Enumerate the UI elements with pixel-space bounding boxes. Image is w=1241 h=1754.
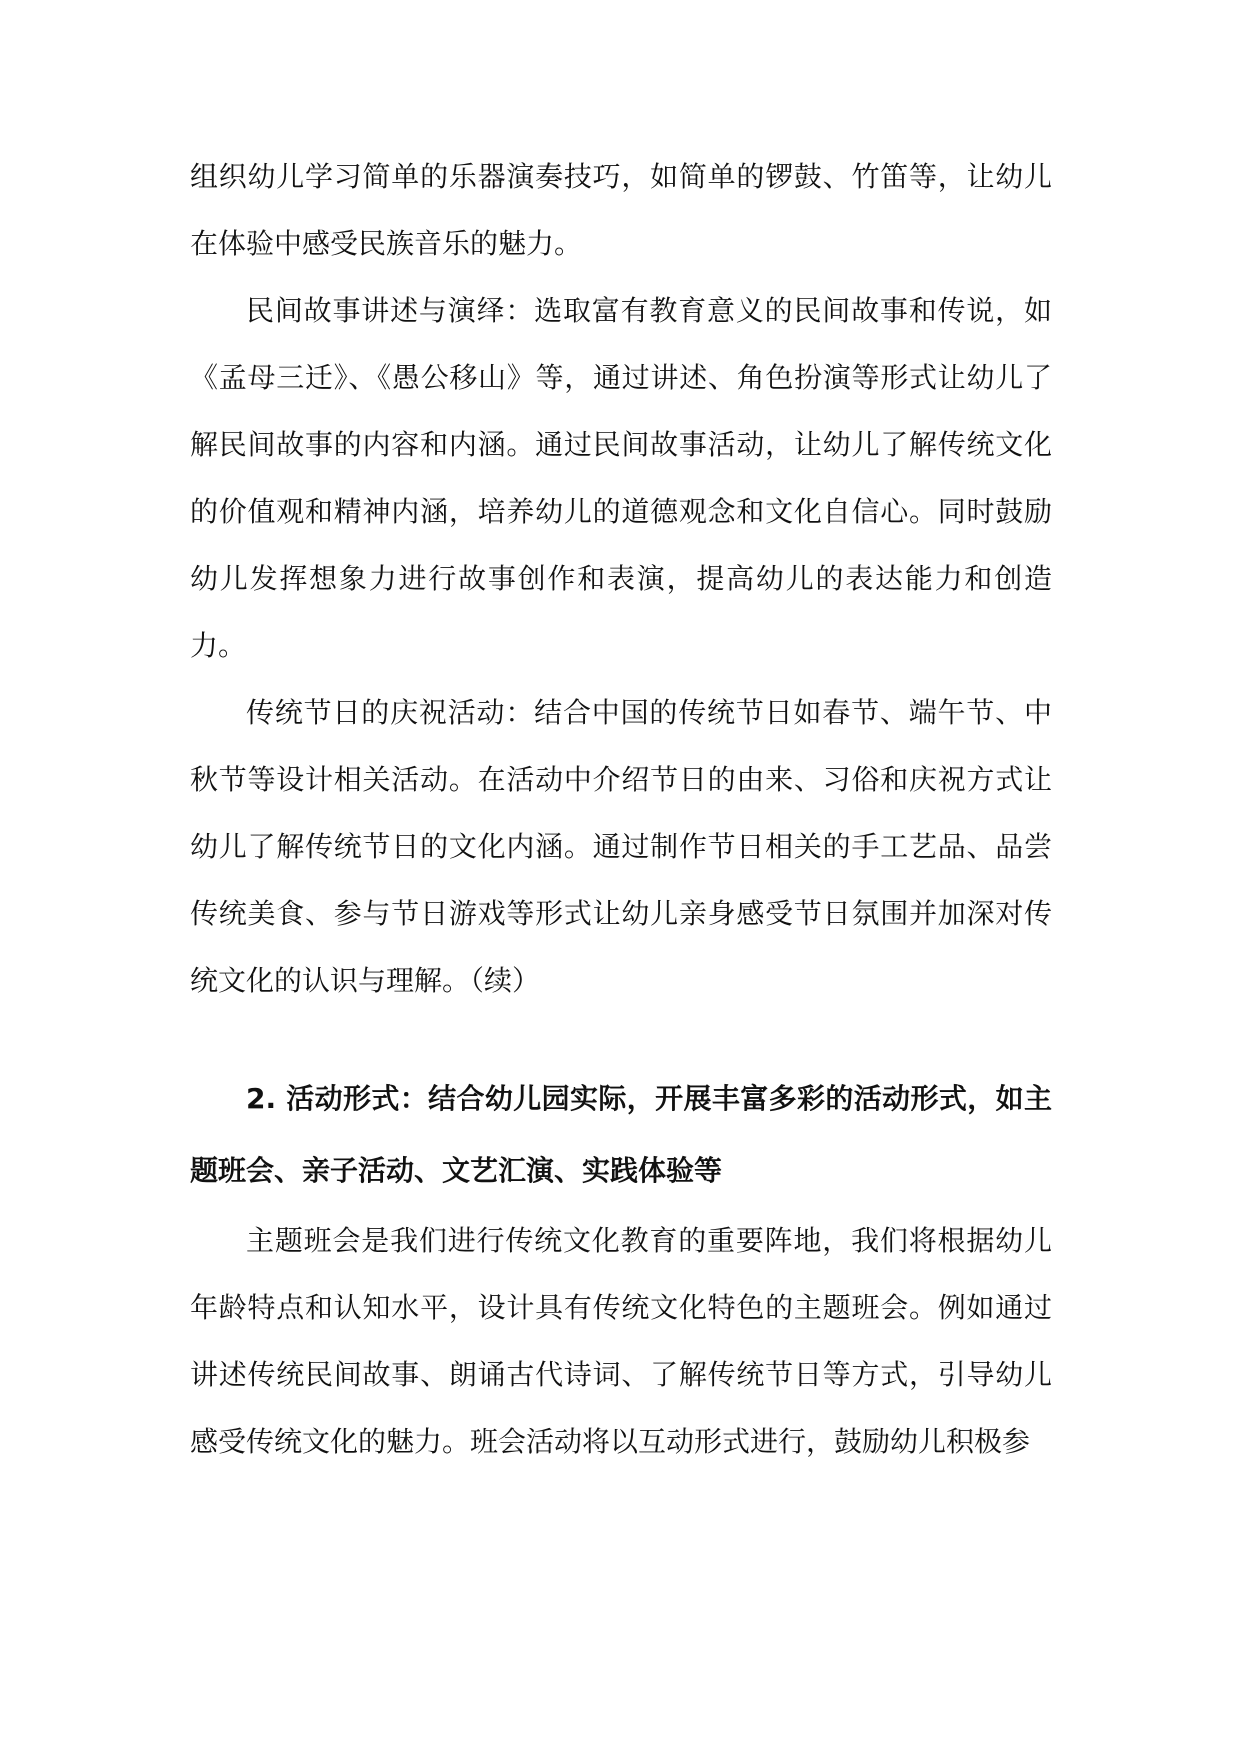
paragraph-instruments-continued: 组织幼儿学习简单的乐器演奏技巧，如简单的锣鼓、竹笛等，让幼儿在体验中感受民族音乐的魅力。: [190, 160, 1052, 260]
section-heading-activity-forms: 2. 活动形式：结合幼儿园实际，开展丰富多彩的活动形式，如主题班会、亲子活动、文艺汇演、实践体验等: [190, 1082, 1052, 1187]
paragraph-theme-class-meeting: 主题班会是我们进行传统文化教育的重要阵地，我们将根据幼儿年龄特点和认知水平，设计具有传统文化特色的主题班会。例如通过讲述传统民间故事、朗诵古代诗词、了解传统节日等方式，引导幼儿感受传统文化的魅力。班会活动将以互动形式进行，鼓励幼儿积极参: [190, 1224, 1052, 1458]
paragraph-traditional-festivals: 传统节日的庆祝活动：结合中国的传统节日如春节、端午节、中秋节等设计相关活动。在活动中介绍节日的由来、习俗和庆祝方式让幼儿了解传统节日的文化内涵。通过制作节日相关的手工艺品、品尝传统美食、参与节日游戏等形式让幼儿亲身感受节日氛围并加深对传统文化的认识与理解。（续）: [190, 696, 1052, 997]
document-body: [190, 143, 1052, 1475]
paragraph-folk-stories: 民间故事讲述与演绎：选取富有教育意义的民间故事和传说，如《孟母三迁》、《愚公移山》等，通过讲述、角色扮演等形式让幼儿了解民间故事的内容和内涵。通过民间故事活动，让幼儿了解传统文化的价值观和精神内涵，培养幼儿的道德观念和文化自信心。同时鼓励幼儿发挥想象力进行故事创作和表演，提高幼儿的表达能力和创造力。: [190, 294, 1052, 662]
